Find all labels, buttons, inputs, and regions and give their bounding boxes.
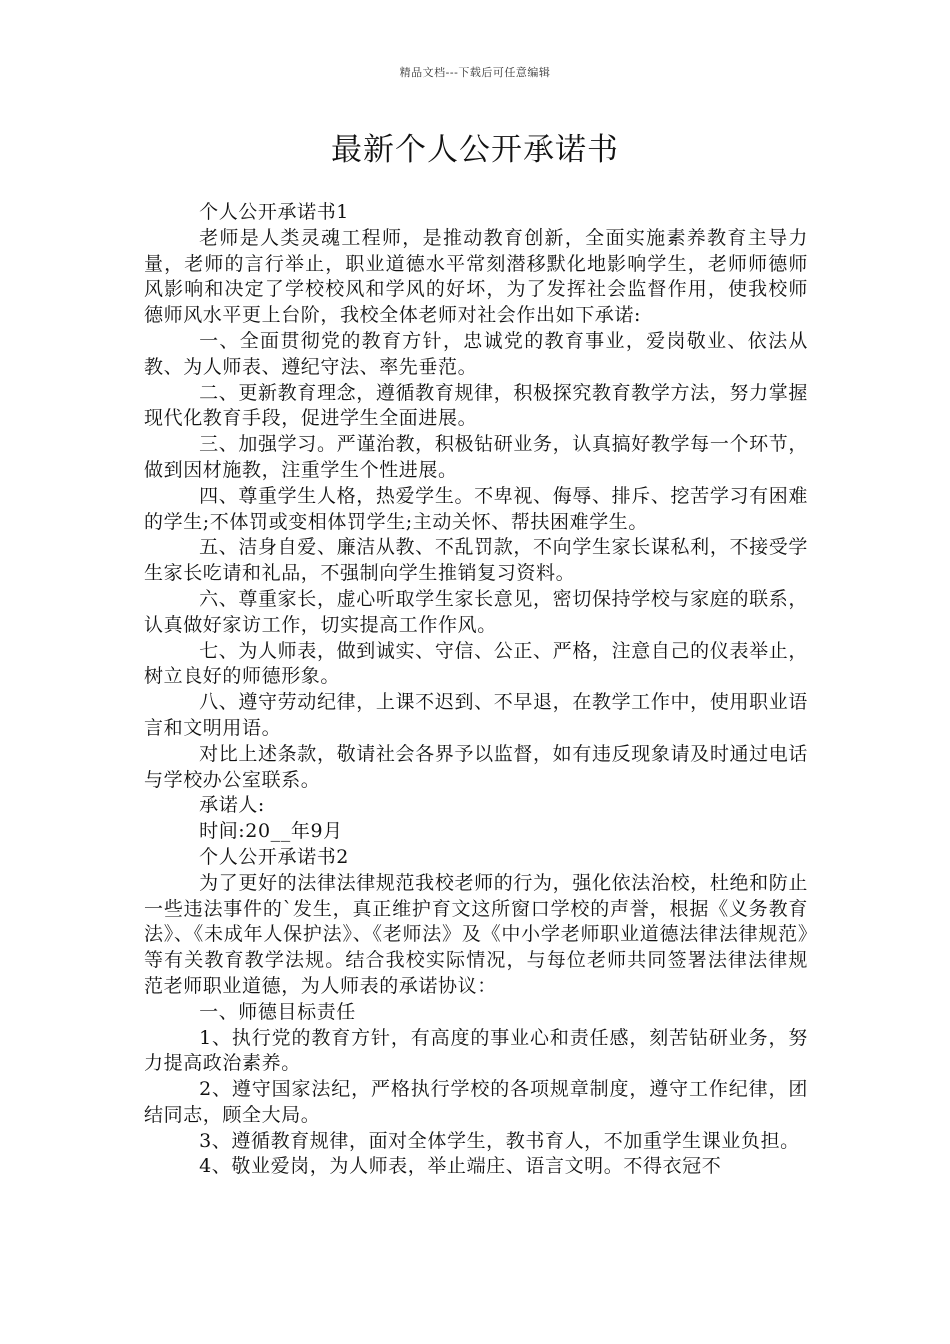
subsection-heading: 一、师德目标责任 (199, 1000, 356, 1023)
paragraph: 三、加强学习。严谨治教，积极钻研业务，认真搞好教学每一个环节，做到因材施教，注重学生个性进展。 (144, 433, 808, 481)
paragraph: 3、遵循教育规律，面对全体学生，教书育人，不加重学生课业负担。 (199, 1129, 800, 1152)
paragraph: 一、全面贯彻党的教育方针，忠诚党的教育事业，爱岗敬业、依法从教、为人师表、遵纪守法、率先垂范。 (144, 329, 808, 378)
document-title: 最新个人公开承诺书 (331, 132, 619, 168)
date-line: 时间:20__年9月 (199, 820, 343, 843)
document-body (144, 200, 808, 1180)
paragraph: 1、执行党的教育方针，有高度的事业心和责任感，刻苦钻研业务，努力提高政治素养。 (144, 1026, 808, 1075)
paragraph: 二、更新教育理念，遵循教育规律，积极探究教育教学方法，努力掌握现代化教育手段，促进学生全面进展。 (144, 381, 808, 430)
header-note: 精品文档---下载后可任意编辑 (399, 66, 551, 79)
paragraph: 为了更好的法律法律规范我校老师的行为，强化依法治校，杜绝和防止一些违法事件的`发生，真正维护育文这所窗口学校的声誉，根据《义务教育法》、《未成年人保护法》、《老师法》及《中小学老师职业道德法律法律规范》等有关教育教学法规。结合我校实际情况，与每位老师共同签署法律法律规范老师职业道德，为人师表的承诺协议： (144, 871, 808, 997)
paragraph: 五、洁身自爱、廉洁从教、不乱罚款，不向学生家长谋私利，不接受学生家长吃请和礼品，不强制向学生推销复习资料。 (144, 536, 808, 585)
paragraph: 七、为人师表，做到诚实、守信、公正、严格，注意自己的仪表举止，树立良好的师德形象。 (144, 639, 808, 688)
paragraph: 六、尊重家长，虚心听取学生家长意见，密切保持学校与家庭的联系，认真做好家访工作，切实提高工作作风。 (144, 587, 808, 636)
paragraph: 对比上述条款，敬请社会各界予以监督，如有违反现象请及时通过电话与学校办公室联系。 (144, 742, 808, 791)
section-heading: 个人公开承诺书2 (199, 845, 349, 868)
signature-line: 承诺人: (199, 794, 265, 817)
paragraph: 八、遵守劳动纪律，上课不迟到、不早退，在教学工作中，使用职业语言和文明用语。 (144, 691, 808, 739)
section-heading: 个人公开承诺书1 (199, 201, 349, 223)
paragraph: 4、敬业爱岗，为人师表，举止端庄、语言文明。不得衣冠不 (199, 1155, 722, 1178)
paragraph: 2、遵守国家法纪，严格执行学校的各项规章制度，遵守工作纪律，团结同志，顾全大局。 (144, 1078, 808, 1126)
paragraph: 老师是人类灵魂工程师，是推动教育创新，全面实施素养教育主导力量，老师的言行举止，职业道德水平常刻潜移默化地影响学生，老师师德师风影响和决定了学校校风和学风的好坏，为了发挥社会监督作用，使我校师德师风水平更上台阶，我校全体老师对社会作出如下承诺: (144, 226, 808, 327)
paragraph: 四、尊重学生人格，热爱学生。不卑视、侮辱、排斥、挖苦学习有困难的学生;不体罚或变相体罚学生;主动关怀、帮扶困难学生。 (144, 484, 808, 533)
